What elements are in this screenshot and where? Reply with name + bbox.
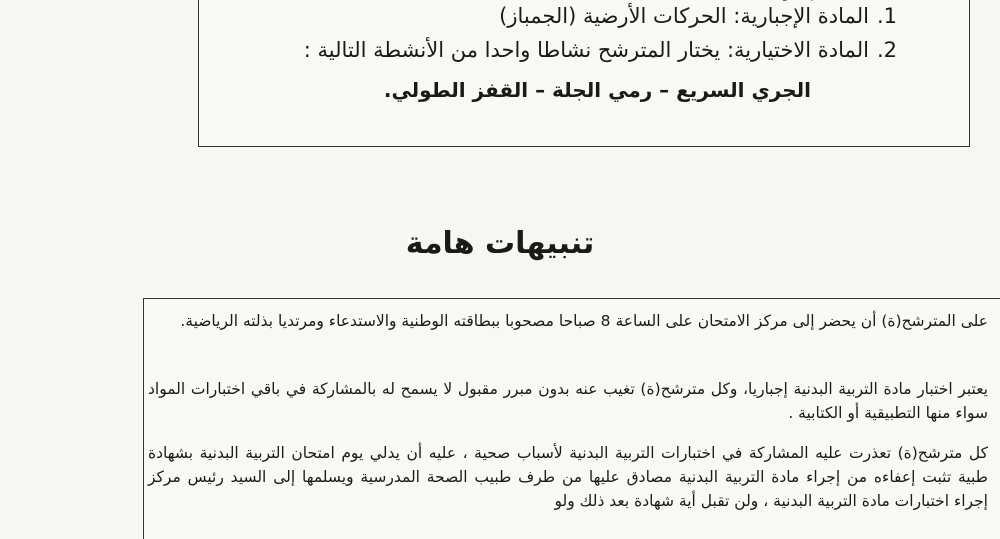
mandatory-subject-text: المادة الإجبارية: الحركات الأرضية (الجمباز) [499, 4, 869, 28]
cut-off-line [750, 0, 889, 1]
item-number: 2. [876, 38, 897, 62]
mandatory-subject-item [499, 4, 897, 28]
notice-paragraph: على المترشح(ة) أن يحضر إلى مركز الامتحان على الساعة 8 صباحا مصحوبا ببطاقته الوطنية والاستدعاء ومرتديا بذلته الرياضية. [180, 312, 988, 330]
page-heading: تنبيهات هامة [405, 226, 595, 261]
optional-subject-text: المادة الاختيارية: يختار المترشح نشاطا واحدا من الأنشطة التالية : [303, 38, 869, 62]
notice-paragraph: كل مترشح(ة) تعذرت عليه المشاركة في اختبارات التربية البدنية لأسباب صحية ، عليه أن يدلي يوم امتحان التربية البدنية بشهادة طبية تثبت إعفاءه من إجراء مادة التربية البدنية مصادق عليها من طرف طبيب الصحة المدرسية ويسلمها إلى السيد رئيس مركز إجراء اختبارات مادة التربية البدنية ، ولن تقبل أية شهادة بعد ذلك ولو [148, 444, 988, 510]
item-number: 1. [876, 4, 897, 28]
optional-subject-item [304, 38, 897, 62]
exam-subjects-box [198, 0, 970, 147]
activities-list: الجري السريع – رمي الجلة – القفز الطولي. [383, 78, 811, 102]
notice-paragraph: يعتبر اختبار مادة التربية البدنية إجباريا، وكل مترشح(ة) تغيب عنه بدون مبرر مقبول لا يسمح له بالمشاركة في باقي اختبارات المواد سواء منها التطبيقية أو الكتابية . [148, 380, 988, 422]
notices-box [143, 298, 1000, 539]
